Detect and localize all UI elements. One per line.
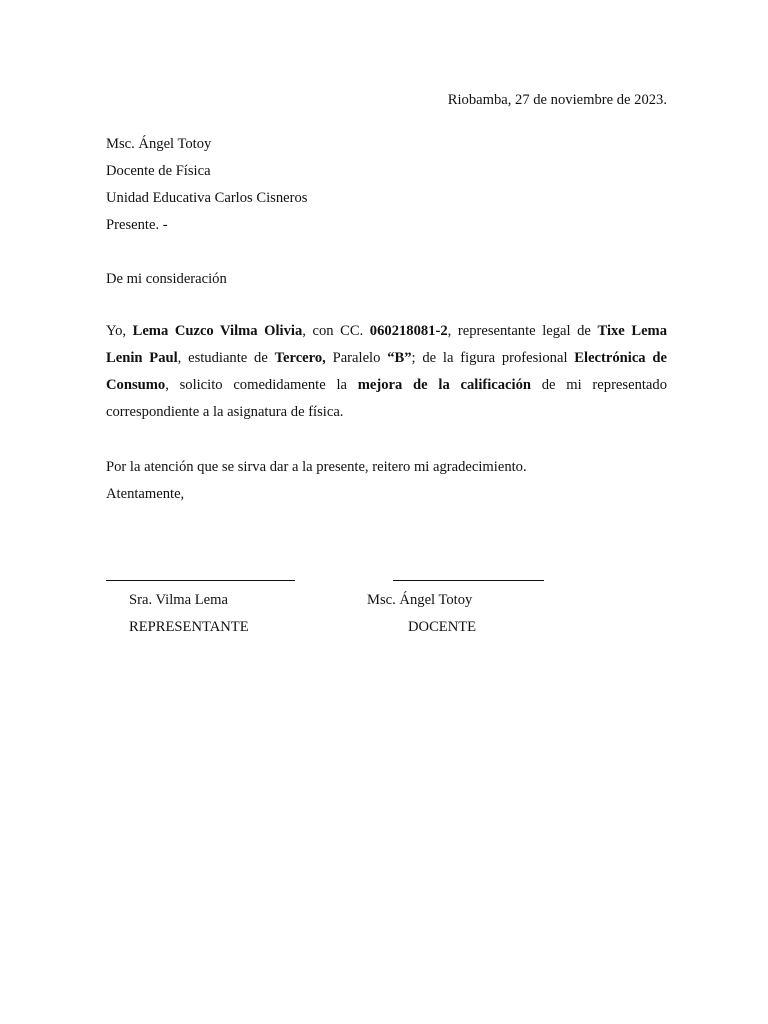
signature-line-representative xyxy=(106,580,295,581)
recipient-name: Msc. Ángel Totoy xyxy=(106,136,212,152)
signature-line-teacher xyxy=(393,580,544,581)
signature-role-teacher: DOCENTE xyxy=(408,619,477,635)
greeting: De mi consideración xyxy=(106,271,227,287)
recipient-position: Docente de Física xyxy=(106,163,211,179)
student-section: “B” xyxy=(387,350,412,366)
signature-name-representative: Sra. Vilma Lema xyxy=(129,592,228,608)
student-grade: Tercero, xyxy=(274,350,326,366)
body-text: ; de la figura profesional xyxy=(411,350,575,366)
body-text: , con CC. xyxy=(302,323,370,339)
closing-sentence: Por la atención que se sirva dar a la presente, reitero mi agradecimiento. xyxy=(106,459,527,475)
recipient-presente: Presente. - xyxy=(106,217,168,233)
letter-body xyxy=(106,318,667,426)
body-text: , estudiante de xyxy=(177,350,275,366)
request-subject: mejora de la calificación xyxy=(357,377,532,393)
body-text: , solicito comedidamente la xyxy=(165,377,358,393)
body-text: , representante legal de xyxy=(447,323,598,339)
representative-name: Lema Cuzco Vilma Olivia xyxy=(132,323,303,339)
letter-date: Riobamba, 27 de noviembre de 2023. xyxy=(447,92,667,108)
signature-name-teacher: Msc. Ángel Totoy xyxy=(367,592,473,608)
id-number: 060218081-2 xyxy=(369,323,448,339)
body-text: Paralelo xyxy=(325,350,388,366)
signature-role-representative: REPRESENTANTE xyxy=(129,619,249,635)
closing: Atentamente, xyxy=(106,486,185,502)
recipient-institution: Unidad Educativa Carlos Cisneros xyxy=(106,190,308,206)
body-text: Yo, xyxy=(106,323,133,339)
professional-figure: Electrónica de Consumo xyxy=(106,350,667,393)
student-name: Tixe Lema Lenin Paul xyxy=(106,323,667,366)
body-text: de mi representado correspondiente a la asignatura de física. xyxy=(106,377,667,420)
